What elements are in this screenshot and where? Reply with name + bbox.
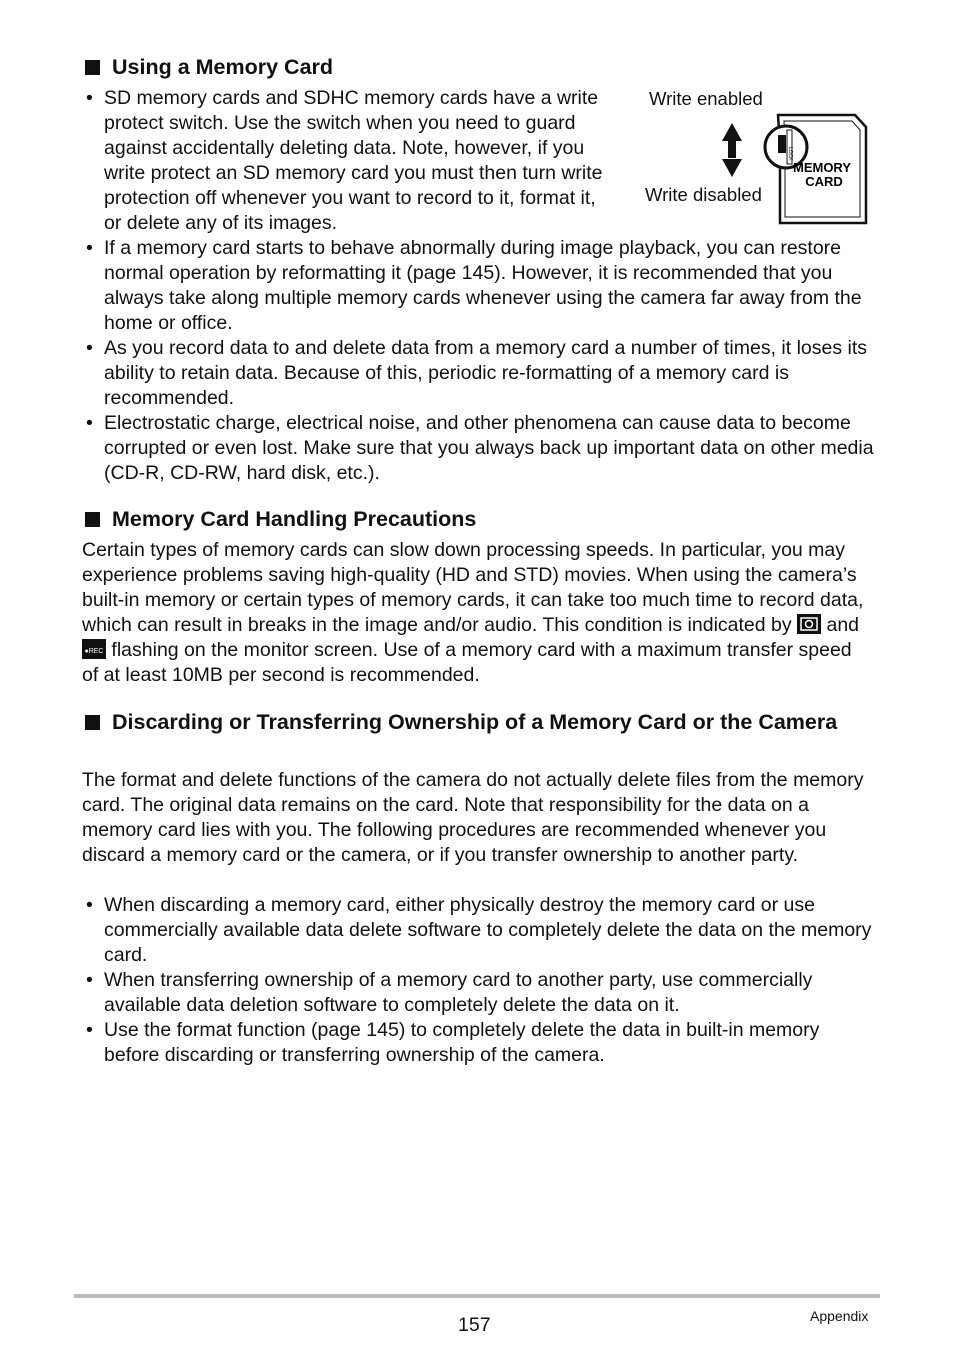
section-heading-using-memory-card: Using a Memory Card [83, 54, 333, 81]
heading-square-icon [85, 512, 100, 527]
camera-mode-icon [797, 614, 821, 634]
write-enabled-label: Write enabled [649, 88, 763, 109]
footer-section-name: Appendix [810, 1308, 869, 1324]
heading-square-icon [85, 60, 100, 75]
list-item: • Electrostatic charge, electrical noise, and other phenomena can cause data to become corrupted or even lost. Make sure that you always back up important data on other media (CD-R, CD-RW, hard disk, etc.). [82, 411, 874, 486]
list-item: • When transferring ownership of a memory card to another party, use commercially available data deletion software to completely delete the data on it. [82, 968, 874, 1018]
svg-text:LOCK: LOCK [787, 147, 793, 161]
up-down-arrow-icon [722, 123, 742, 177]
discarding-list [82, 893, 874, 1068]
write-protect-figure [640, 85, 875, 235]
list-item: • When discarding a memory card, either physically destroy the memory card or use commercially available data delete software to completely delete the data on the memory card. [82, 893, 874, 968]
section-heading-handling-precautions: Memory Card Handling Precautions [83, 506, 476, 533]
svg-text:●REC: ●REC [84, 648, 104, 655]
rec-icon [82, 639, 106, 659]
page-number: 157 [458, 1314, 491, 1336]
discarding-paragraph: The format and delete functions of the camera do not actually delete files from the memory card. The original data remains on the card. Note that responsibility for the data on a memory card lies with you. The following procedures are recommended whenever you discard a memory card or the camera, or if you transfer ownership to another party. [82, 769, 864, 866]
memory-card-illustration [640, 85, 875, 235]
write-disabled-label: Write disabled [645, 184, 762, 205]
svg-text:CARD: CARD [805, 174, 843, 189]
section-heading-discarding: Discarding or Transferring Ownership of a Memory Card or the Camera [83, 709, 843, 736]
list-item: • Use the format function (page 145) to completely delete the data in built-in memory before discarding or transferring ownership of the camera. [82, 1018, 874, 1068]
handling-precautions-paragraph: Certain types of memory cards can slow down processing speeds. In particular, you may experience problems saving high-quality (HD and STD) movies. When using the camera’s built-in memory or certain types of memory cards, it can take too much time to record data, which can result in breaks in the image and/or audio. This condition is indicated by and ●REC flashing on the monitor screen. Use of a memory card with a maximum transfer speed of at least 10MB per second is recommended. [82, 539, 864, 686]
heading-square-icon [85, 715, 100, 730]
list-item: • As you record data to and delete data from a memory card a number of times, it loses its ability to retain data. Because of this, periodic re-formatting of a memory card is recommended. [82, 336, 874, 411]
svg-text:MEMORY: MEMORY [792, 160, 852, 175]
list-item: • SD memory cards and SDHC memory cards have a write protect switch. Use the switch when you need to guard against accidentally deleting data. Note, however, if you write protect an SD memory card you must then turn write protection off whenever you want to record to it, format it, or delete any of its images. [82, 86, 604, 236]
list-item: • If a memory card starts to behave abnormally during image playback, you can restore normal operation by reformatting it (page 145). However, it is recommended that you always take along multiple memory cards whenever using the camera far away from the home or office. [82, 236, 874, 336]
footer-divider [74, 1294, 880, 1298]
